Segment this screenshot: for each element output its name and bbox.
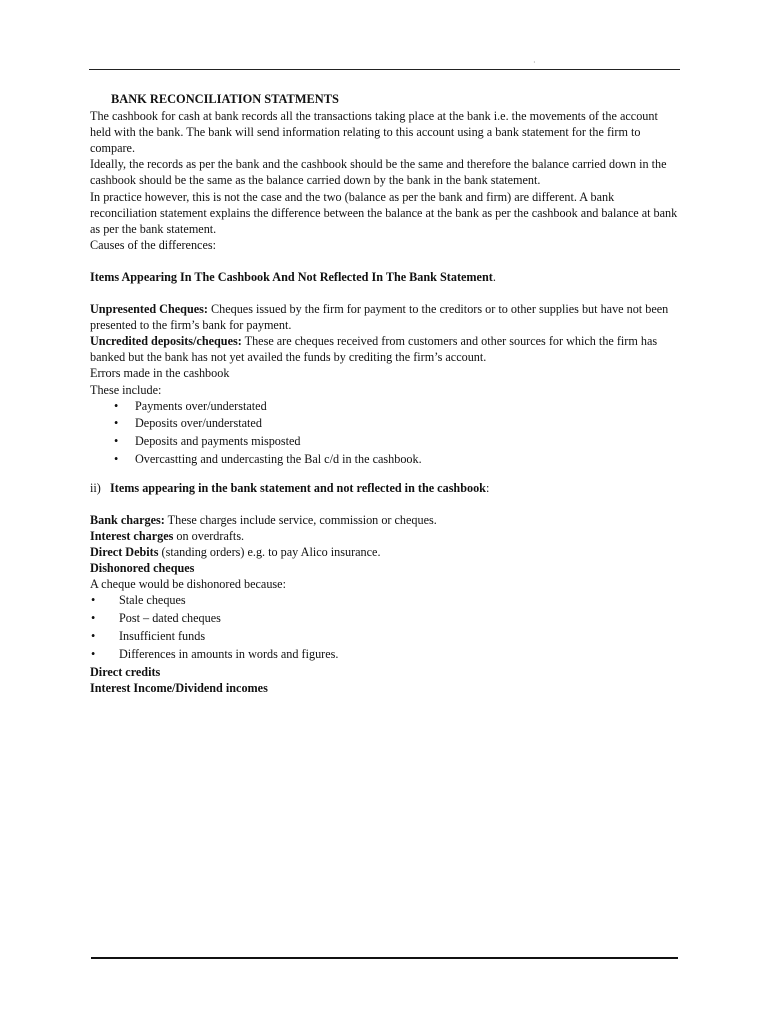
list-item (90, 646, 678, 664)
bank-charges-text: These charges include service, commission or cheques. (164, 512, 437, 527)
list-item (90, 451, 678, 469)
list-item-text: Payments over/understated (135, 398, 267, 413)
interest-charges-term: Interest charges (90, 528, 174, 543)
uncredited-deposits (90, 333, 678, 365)
list-item-text: Deposits and payments misposted (135, 434, 301, 449)
document-title: BANK RECONCILIATION STATMENTS (111, 92, 339, 106)
section-2-colon: : (485, 480, 490, 495)
list-item-text: Stale cheques (119, 593, 186, 608)
unpresented-cheques (90, 301, 678, 333)
bullet-icon: • (114, 416, 119, 431)
header-mark: · (533, 58, 536, 67)
interest-charges-text: on overdrafts. (173, 528, 245, 543)
section-2-number: ii) (90, 480, 101, 495)
list-item-text: Deposits over/understated (135, 416, 262, 431)
unpresented-text: Cheques issued by the firm for payment to the creditors or to other supplies but have not been presented to the firm’s bank for payment. (90, 302, 669, 333)
list-item (90, 433, 678, 451)
intro-paragraph-2: Ideally, the records as per the bank and the cashbook should be the same and therefore the balance carried down in the cashbook should be the same as the balance carried down by the bank in the bank statement. (90, 157, 667, 188)
direct-debits-text: (standing orders) e.g. to pay Alico insurance. (158, 545, 381, 560)
causes-line: Causes of the differences: (90, 237, 217, 252)
bullet-icon: • (114, 398, 119, 413)
dishonored-heading-text: Dishonored cheques (90, 561, 195, 576)
dishonored-list (90, 592, 678, 663)
list-item (90, 415, 678, 433)
bullet-icon: • (114, 434, 119, 449)
list-item (90, 610, 678, 628)
bank-charges-term: Bank charges: (90, 512, 165, 527)
dishonored-because: A cheque would be dishonored because: (90, 577, 286, 592)
direct-credits (90, 664, 678, 680)
these-include-line: These include: (90, 382, 162, 397)
error-list (90, 398, 678, 469)
interest-income (90, 680, 678, 696)
bullet-icon: • (91, 593, 96, 608)
bullet-icon: • (91, 611, 96, 626)
interest-income-text: Interest Income/Dividend incomes (90, 680, 268, 695)
bullet-icon: • (114, 451, 119, 466)
section-1-heading (90, 269, 678, 285)
section-1-period: . (492, 269, 496, 284)
header-rule (89, 69, 680, 70)
list-item-text: Insufficient funds (119, 628, 206, 643)
intro-paragraph-3: In practice however, this is not the case and the two (balance as per the bank and firm) are different. A bank reconciliation statement explains the difference between the balance at the bank as per the cashbook and balance at bank as per the bank statement. (90, 189, 678, 236)
list-item-text: Overcastting and undercasting the Bal c/d in the cashbook. (135, 451, 422, 466)
footer-rule (91, 957, 678, 959)
uncredited-term: Uncredited deposits/cheques: (90, 334, 242, 349)
interest-charges (90, 528, 678, 544)
bullet-icon: • (91, 646, 96, 661)
bank-charges (90, 512, 678, 528)
uncredited-text: These are cheques received from customers and other sources for which the firm has banked but the bank has not yet availed the funds by crediting the firm’s account. (90, 334, 658, 365)
list-item-text: Post – dated cheques (119, 611, 221, 626)
errors-line: Errors made in the cashbook (90, 366, 230, 381)
list-item (90, 398, 678, 416)
dishonored-heading (90, 560, 678, 576)
list-item-text: Differences in amounts in words and figures. (119, 646, 339, 661)
section-2-heading (90, 480, 678, 496)
list-item (90, 628, 678, 646)
unpresented-term: Unpresented Cheques: (90, 302, 208, 317)
direct-debits-term: Direct Debits (90, 545, 159, 560)
list-item (90, 592, 678, 610)
bullet-icon: • (91, 628, 96, 643)
direct-debits (90, 544, 678, 560)
direct-credits-text: Direct credits (90, 664, 161, 679)
document-body (90, 91, 678, 696)
section-2-heading-text: Items appearing in the bank statement and not reflected in the cashbook (110, 480, 486, 495)
section-1-heading-text: Items Appearing In The Cashbook And Not Reflected In The Bank Statement (90, 269, 493, 284)
intro-paragraph-1: The cashbook for cash at bank records all the transactions taking place at the bank i.e. the movements of the account held with the bank. The bank will send information relating to this account using a bank statement for the firm to compare. (90, 109, 658, 156)
